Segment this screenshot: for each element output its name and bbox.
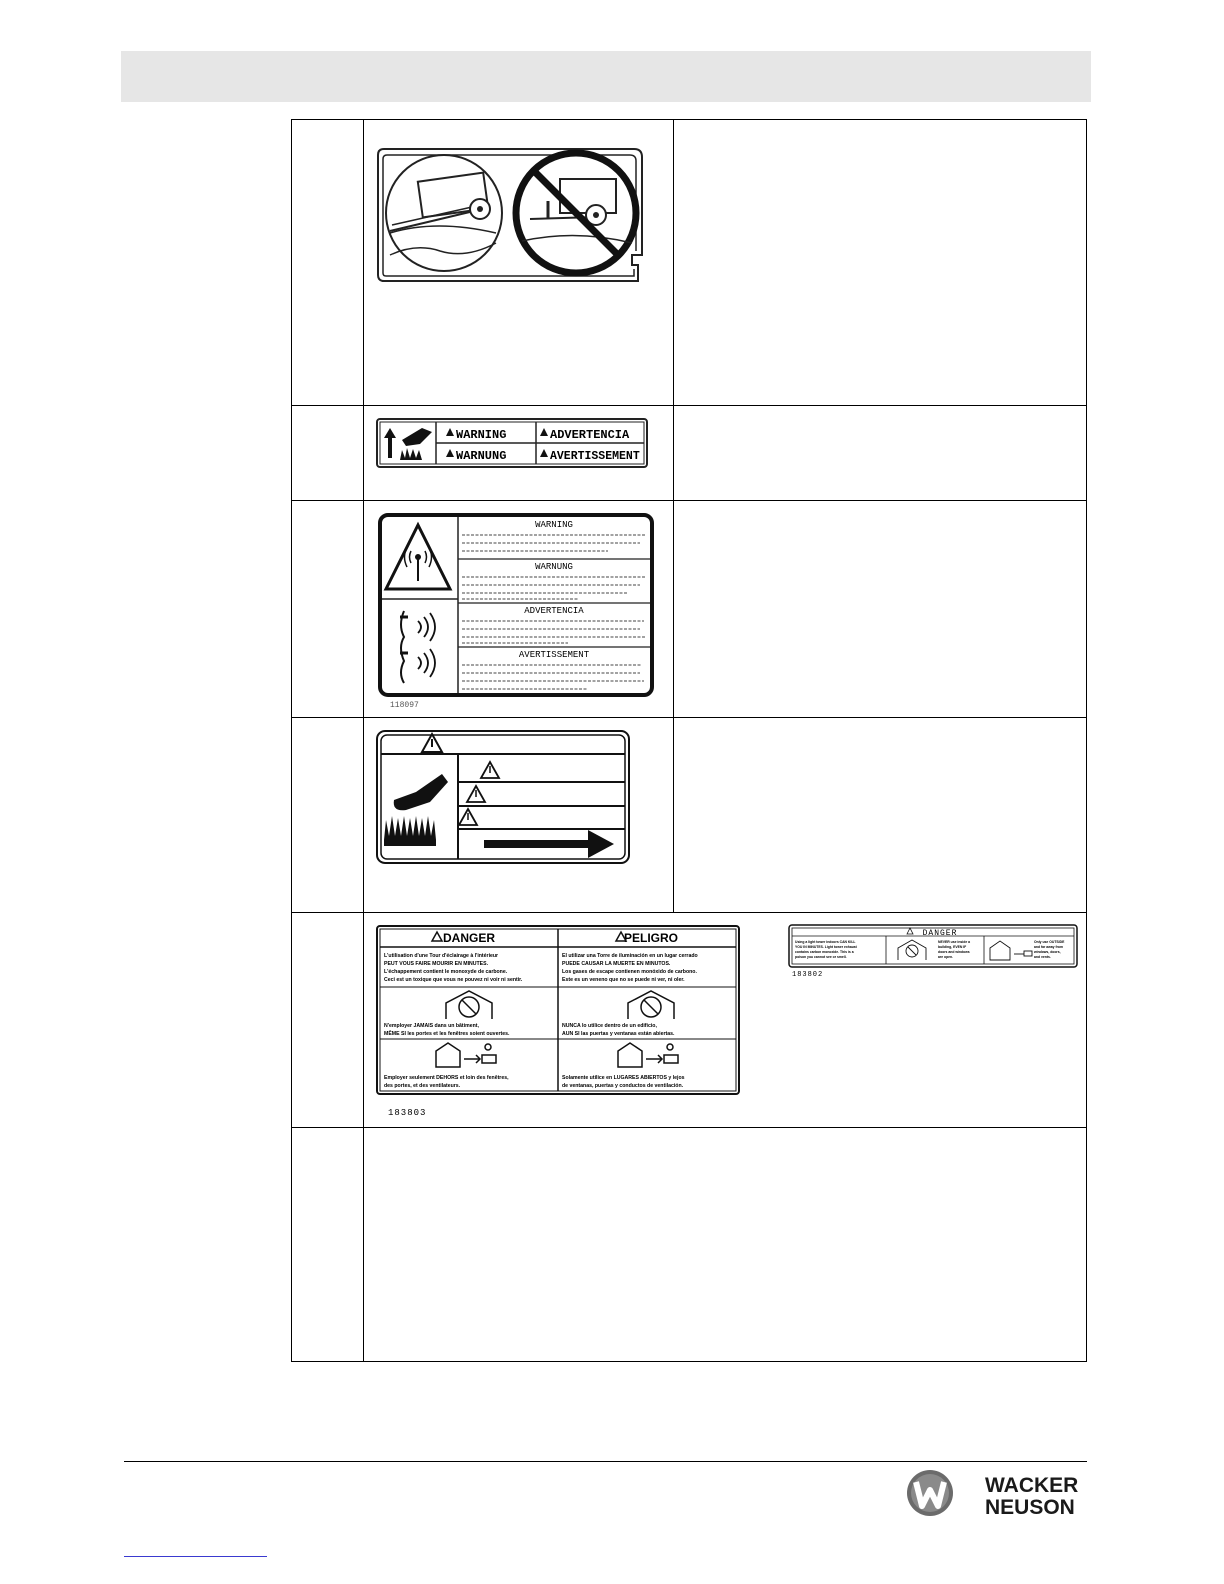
fr-line: PEUT VOUS FAIRE MOURIR EN MINUTES. [384, 961, 489, 967]
en-line: windows, doors, [1034, 950, 1061, 954]
en-line: building, EVEN IF [938, 945, 967, 949]
fr-line: des portes, et des ventilateurs. [384, 1083, 461, 1089]
table-row [292, 718, 1087, 913]
avertissement-label: AVERTISSEMENT [550, 450, 640, 463]
en-line: Only use OUTSIDE [1034, 940, 1065, 944]
en-line: poison you cannot see or smell. [795, 955, 847, 959]
footer-rule [124, 1461, 1087, 1462]
ref-cell [292, 718, 364, 913]
table-row [292, 913, 1087, 1128]
es-line: NUNCA lo utilice dentro de un edificio, [562, 1023, 657, 1029]
decal-cell [364, 913, 1087, 1128]
table-row [292, 120, 1087, 406]
warning-label: WARNING [456, 428, 507, 442]
es-line: Solamente utilice en LUGARES ABIERTOS y lejos [562, 1075, 685, 1081]
uv-heading-de: WARNUNG [535, 562, 573, 572]
decal-cell [364, 501, 674, 718]
danger-fr-es-part-number: 183803 [388, 1108, 427, 1118]
fr-line: L'échappement contient le monoxyde de carbone. [384, 969, 508, 975]
ref-cell [292, 913, 364, 1128]
fr-line: N'employer JAMAIS dans un bâtiment, [384, 1023, 479, 1029]
table-row [292, 406, 1087, 501]
table-row [292, 1128, 1087, 1362]
carbon-monoxide-danger-decal-fr-es [376, 925, 740, 1121]
uv-radiation-warning-decal [378, 513, 654, 713]
danger-title-fr: DANGER [442, 931, 496, 945]
ref-cell [292, 406, 364, 501]
wacker-neuson-logo [905, 1468, 1091, 1520]
towing-position-decal [376, 147, 646, 283]
uv-heading-fr: AVERTISSEMENT [518, 650, 590, 660]
uv-heading-es: ADVERTENCIA [524, 606, 584, 616]
decal-table [291, 119, 1087, 1362]
logo-wordmark-line2: NEUSON [985, 1496, 1075, 1519]
danger-en-part-number: 183802 [792, 971, 824, 979]
decal-cell [364, 120, 674, 406]
description-cell [674, 120, 1087, 406]
page-header-band [121, 51, 1091, 102]
hot-surface-pictogram-decal [376, 730, 630, 864]
ref-cell [292, 1128, 364, 1362]
fr-line: MÊME SI les portes et les fenêtres soient ouvertes. [384, 1031, 510, 1037]
fr-line: Ceci est un toxique que vous ne pouvez ni voir ni sentir. [384, 977, 523, 983]
warnung-label: WARNUNG [456, 449, 507, 463]
ref-cell [292, 501, 364, 718]
logo-wordmark-line1: WACKER [985, 1474, 1079, 1497]
danger-title-es: PELIGRO [623, 931, 679, 945]
en-line: YOU IN MINUTES. Light tower exhaust [795, 945, 857, 949]
footer-link-underline[interactable] [124, 1556, 267, 1557]
es-line: Este es un veneno que no se puede ni ver, ni oler. [562, 977, 685, 983]
en-line: and vents. [1034, 955, 1051, 959]
en-line: contains carbon monoxide. This is a [795, 950, 854, 954]
es-line: AUN SI las puertas y ventanas están abiertas. [562, 1031, 675, 1037]
es-line: El utilizar una Torre de iluminación en un lugar cerrado [562, 953, 698, 959]
fr-line: L'utilisation d'une Tour d'éclairage à l'intérieur [384, 953, 499, 959]
ref-cell [292, 120, 364, 406]
uv-part-number: 118097 [390, 701, 419, 710]
advertencia-label: ADVERTENCIA [550, 428, 630, 442]
en-line: NEVER use inside a [938, 940, 971, 944]
es-line: PUEDE CAUSAR LA MUERTE EN MINUTOS. [562, 961, 671, 967]
decal-cell [364, 406, 674, 501]
hot-surface-warning-strip [376, 418, 648, 468]
table-row [292, 501, 1087, 718]
es-line: Los gases de escape contienen monóxido de carbono. [562, 969, 697, 975]
danger-title-en: DANGER [922, 929, 958, 938]
description-cell [674, 718, 1087, 913]
uv-heading-en: WARNING [535, 520, 573, 530]
description-cell [364, 1128, 1087, 1362]
description-cell [674, 501, 1087, 718]
decal-cell [364, 718, 674, 913]
en-line: and far away from [1034, 945, 1064, 949]
carbon-monoxide-danger-decal-en [788, 924, 1078, 980]
en-line: Using a light tower indoors CAN KILL [795, 940, 856, 944]
es-line: de ventanas, puertas y conductos de ventilación. [562, 1083, 684, 1089]
en-line: are open. [938, 955, 954, 959]
en-line: doors and windows [938, 950, 970, 954]
fr-line: Employer seulement DEHORS et loin des fenêtres, [384, 1075, 509, 1081]
description-cell [674, 406, 1087, 501]
